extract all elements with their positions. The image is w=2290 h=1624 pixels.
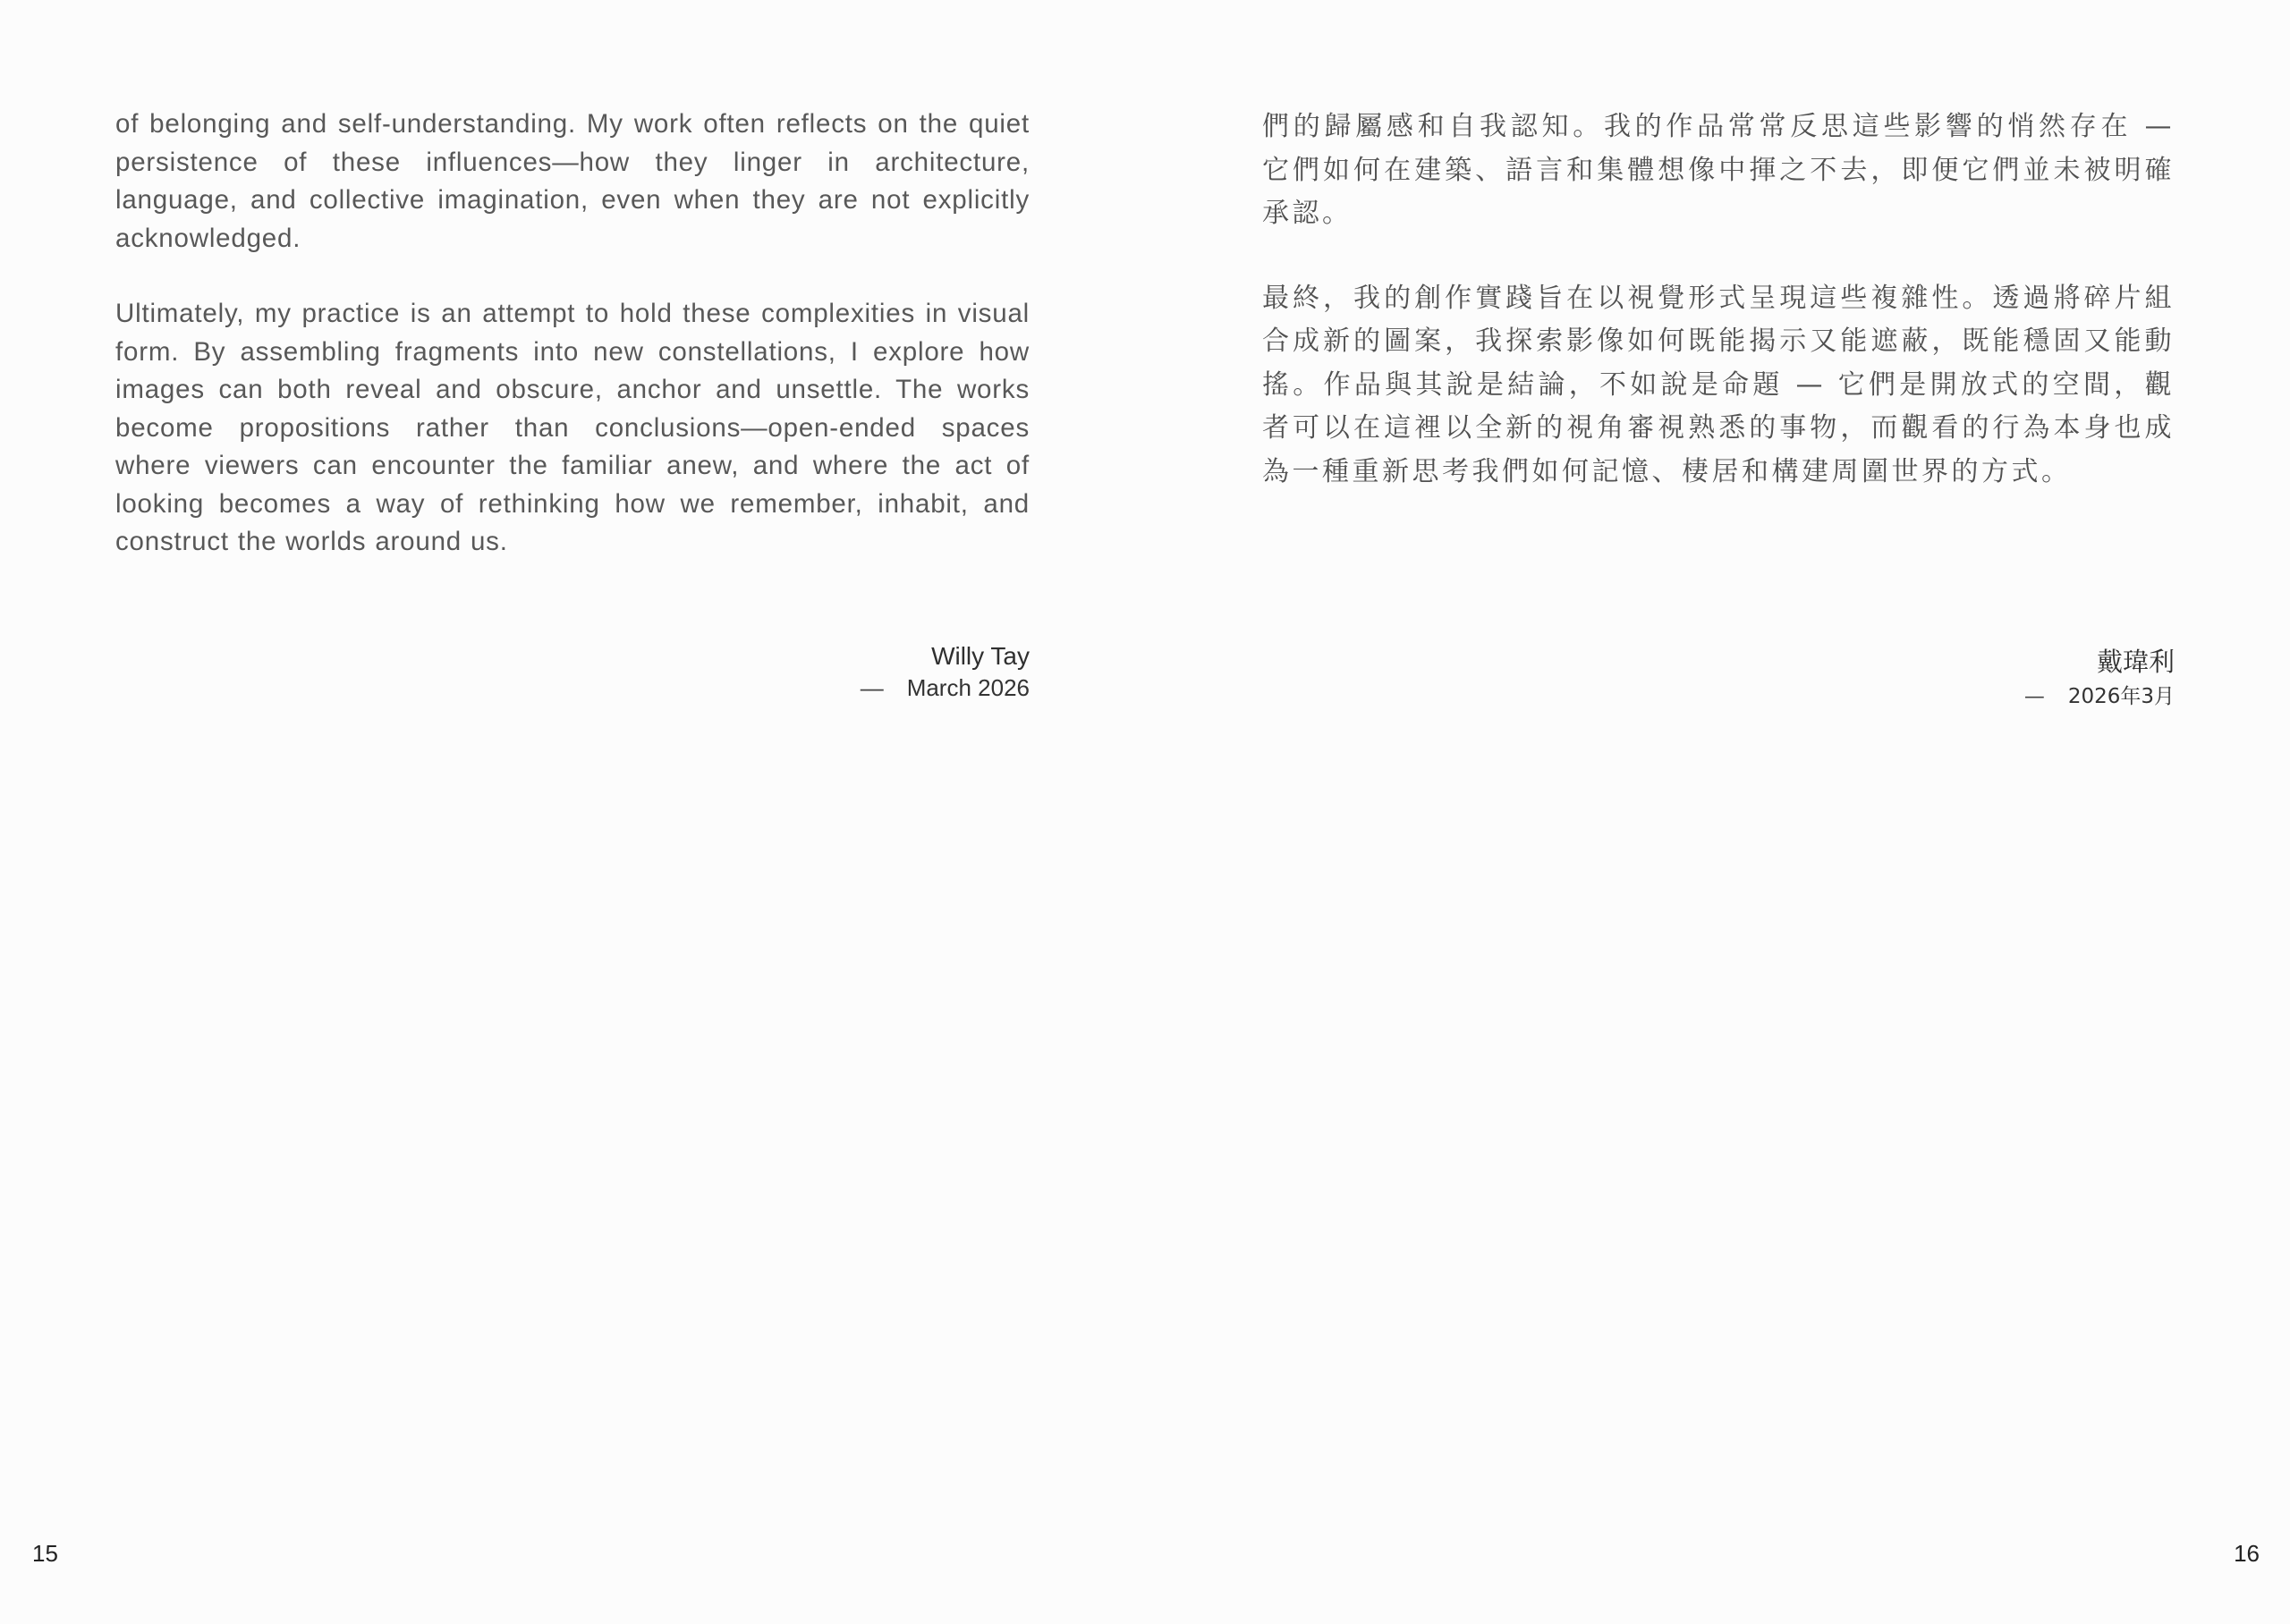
author-name-zh: 戴瑋利: [2096, 647, 2175, 677]
signature-date-line-zh: [2024, 681, 2175, 712]
body-paragraph-zh-1: 們的歸屬感和自我認知。我的作品常常反思這些影響的悄然存在 — 它們如何在建築、語言和集體想像中揮之不去，即便它們並未被明確承認。: [1262, 111, 2175, 229]
page-number-left: 15: [32, 1540, 58, 1567]
author-name: Willy Tay: [931, 642, 1030, 670]
right-page: [1145, 0, 2290, 1624]
page-number-right: 16: [2234, 1540, 2260, 1567]
body-paragraph-en-1: of belonging and self-understanding. My work often reflects on the quiet persistence of these influences—how they linger in architecture, language, and collective imagination, even when they are not explicitly acknowledged.: [115, 109, 1030, 253]
signature-block-zh: [2024, 642, 2175, 712]
em-dash: —: [860, 674, 884, 701]
em-dash: —: [2023, 685, 2045, 708]
chinese-text-column: [1262, 106, 2175, 535]
signature-date: March 2026: [906, 674, 1030, 701]
signature-date-zh: 2026年3月: [2067, 685, 2175, 708]
signature-block-en: [861, 640, 1030, 703]
english-text-column: [115, 106, 1030, 599]
body-paragraph-en-2: Ultimately, my practice is an attempt to hold these complexities in visual form. By assembling fragments into new constellations, I explore how images can both reveal and obscure, anchor and unsettle. The works become propositions rather than conclusions—open-ended spaces where viewers can encounter the familiar anew, and where the act of looking becomes a way of rethinking how we remember, inhabit, and construct the worlds around us.: [115, 299, 1030, 556]
signature-date-line: [861, 672, 1030, 703]
body-paragraph-zh-2: 最終，我的創作實踐旨在以視覺形式呈現這些複雜性。透過將碎片組合成新的圖案，我探索影像如何既能揭示又能遮蔽，既能穩固又能動搖。作品與其說是結論，不如說是命題 — 它們是開放式的空間，觀者可以在這裡以全新的視角審視熟悉的事物，而觀看的行為本身也成為一種重新思考我們如何記憶、棲居和構建周圍世界的方式。: [1262, 282, 2175, 487]
